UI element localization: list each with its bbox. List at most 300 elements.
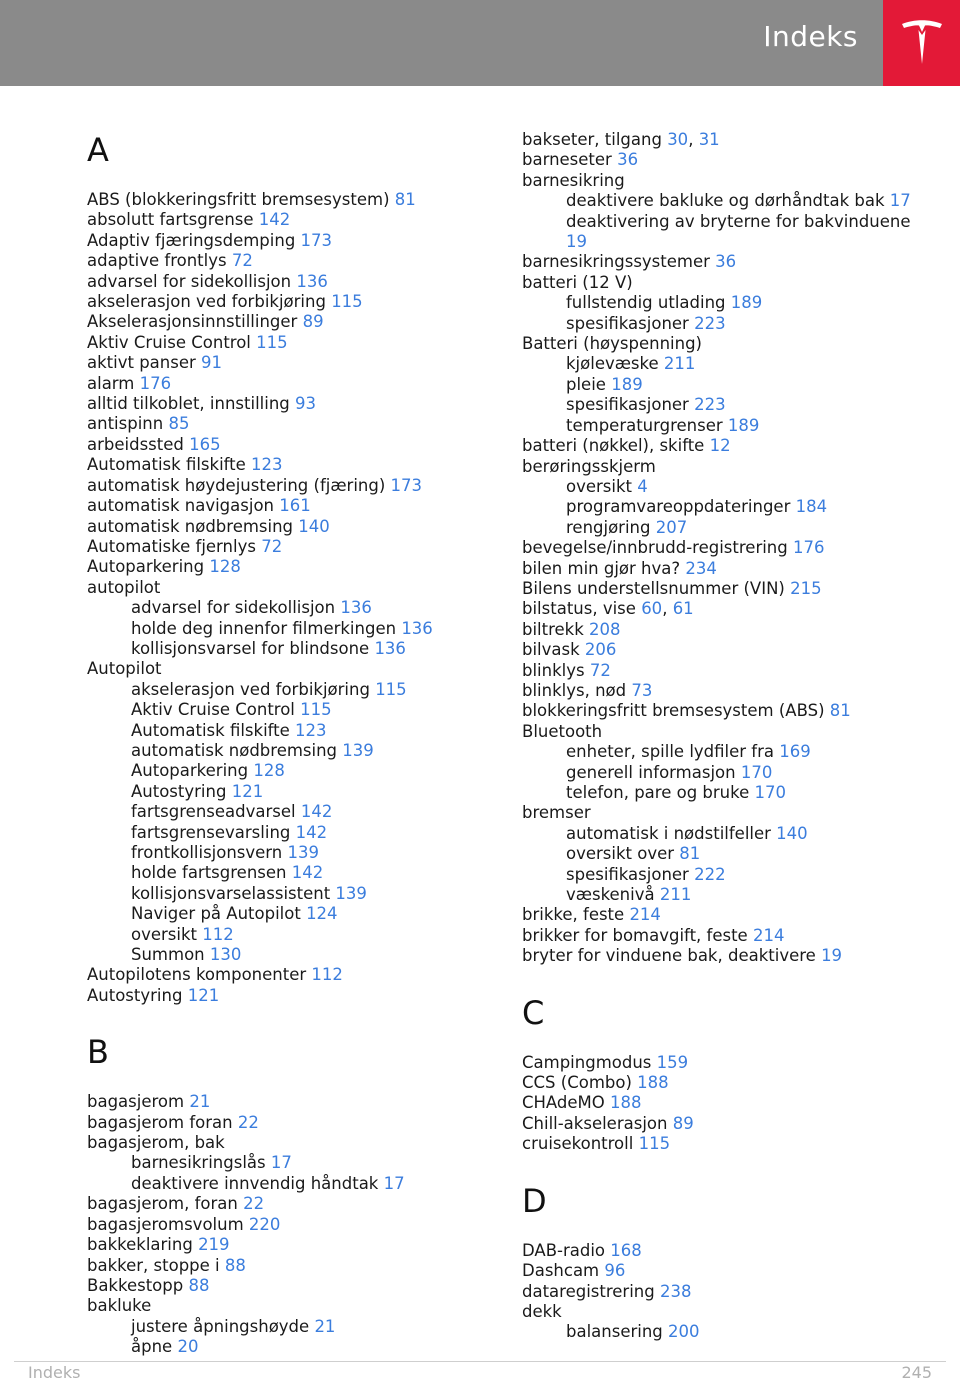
entry-term: absolutt fartsgrense: [87, 210, 254, 230]
page-link[interactable]: 173: [300, 230, 333, 250]
entry-term: rengjøring: [566, 517, 651, 537]
page-link[interactable]: 19: [821, 946, 843, 966]
entry-term: automatisk nødbremsing: [87, 516, 294, 536]
entry-term: akselerasjon ved forbikjøring: [131, 679, 370, 699]
page-link[interactable]: 96: [604, 1261, 626, 1281]
entry-term: oversikt: [131, 924, 197, 944]
index-subentry: [87, 904, 497, 924]
page-link[interactable]: 234: [685, 558, 717, 578]
entry-term: bagasjerom: [87, 1092, 185, 1112]
index-entry: [522, 1114, 932, 1134]
entry-term: kollisjonsvarsel for blindsone: [131, 638, 370, 658]
page-link[interactable]: 206: [584, 640, 617, 660]
index-entry: [87, 1296, 497, 1316]
entry-term: advarsel for sidekollisjon: [131, 598, 336, 618]
entry-term: fartsgrensevarsling: [131, 822, 291, 842]
index-entry: [522, 171, 932, 191]
index-entry: [87, 353, 497, 373]
index-entry: [87, 496, 497, 516]
entry-term: antispinn: [87, 414, 164, 434]
entry-term: barnesikringslås: [131, 1153, 266, 1173]
index-entry: [87, 251, 497, 271]
page-link[interactable]: 21: [189, 1092, 211, 1112]
entry-term: blinklys: [522, 660, 585, 680]
entry-term: væskenivå: [566, 885, 655, 905]
index-entry: [522, 1134, 932, 1154]
page-link[interactable]: 36: [617, 150, 639, 170]
page-link[interactable]: 168: [610, 1240, 642, 1260]
page-link[interactable]: 170: [740, 762, 773, 782]
page-link[interactable]: 17: [270, 1153, 292, 1173]
entry-term: Aktiv Cruise Control: [131, 700, 295, 720]
entry-term: deaktivere bakluke og dørhåndtak bak: [566, 191, 885, 211]
index-entry: [87, 1276, 497, 1296]
index-entry: [87, 1194, 497, 1214]
index-subentry: [87, 700, 497, 720]
index-entry: [522, 252, 932, 272]
page-link[interactable]: 19: [566, 232, 587, 252]
page-link[interactable]: 139: [335, 883, 367, 903]
index-entry: [87, 1092, 497, 1112]
index-subentry: [87, 1153, 497, 1173]
entry-term: bakker, stoppe i: [87, 1255, 220, 1275]
page-link[interactable]: 115: [256, 332, 288, 352]
entry-term: Autopilotens komponenter: [87, 965, 307, 985]
index-subentry: [522, 191, 932, 211]
footer-divider: [14, 1361, 946, 1362]
entry-term: CHAdeMO: [522, 1093, 605, 1113]
page-link[interactable]: 219: [198, 1235, 230, 1255]
page-link[interactable]: 85: [168, 414, 190, 434]
entry-term: bremser: [522, 803, 591, 823]
index-entry: [522, 579, 932, 599]
index-subentry: [522, 497, 932, 517]
index-subentry: [87, 598, 497, 618]
page-link[interactable]: 200: [668, 1322, 700, 1342]
page-link[interactable]: 214: [752, 925, 785, 945]
entry-term: batteri (12 V): [522, 272, 633, 292]
page-link[interactable]: 161: [279, 496, 311, 516]
entry-term: Naviger på Autopilot: [131, 904, 301, 924]
entry-term: blokkeringsfritt bremsesystem (ABS): [522, 701, 825, 721]
entry-term: automatisk navigasjon: [87, 496, 275, 516]
entry-term: oversikt: [566, 476, 632, 496]
index-entry: [87, 1215, 497, 1235]
index-subentry: [87, 884, 497, 904]
index-subentry: [522, 783, 932, 803]
index-subentry: [522, 416, 932, 436]
entry-term: brikker for bomavgift, feste: [522, 925, 748, 945]
page-link[interactable]: 115: [300, 700, 332, 720]
entry-term: bilstatus, vise: [522, 599, 636, 619]
index-subentry: [522, 1322, 932, 1342]
index-entry: [87, 659, 497, 679]
page-link[interactable]: 140: [776, 823, 808, 843]
entry-term: advarsel for sidekollisjon: [87, 271, 292, 291]
entry-term: biltrekk: [522, 619, 584, 639]
index-entry: [87, 333, 497, 353]
index-entry: [522, 1053, 932, 1073]
entry-term: akselerasjon ved forbikjøring: [87, 292, 326, 312]
page-link[interactable]: 17: [889, 191, 911, 211]
index-subentry: [522, 395, 932, 415]
page-link[interactable]: 215: [790, 578, 822, 598]
index-entry: bilstatus, vise 60, 61: [522, 599, 694, 619]
entry-term: holde fartsgrensen: [131, 863, 287, 883]
index-entry: [87, 210, 497, 230]
index-subentry: [87, 1174, 497, 1194]
entry-term: batteri (nøkkel), skifte: [522, 436, 705, 456]
entry-term: Automatisk filskifte: [87, 455, 246, 475]
index-subentry: [522, 742, 932, 762]
page-link[interactable]: 115: [375, 679, 407, 699]
index-subentry: [87, 680, 497, 700]
index-subentry: [522, 354, 932, 374]
entry-term: Autopilot: [87, 659, 162, 679]
entry-term: telefon, pare og bruke: [566, 783, 750, 802]
index-entry: [87, 190, 497, 210]
page-link[interactable]: 21: [314, 1316, 336, 1336]
entry-term: Bakkestopp: [87, 1275, 184, 1295]
index-entry: [87, 578, 497, 598]
page-header: [0, 0, 960, 86]
entry-term: Bluetooth: [522, 721, 603, 741]
page-link[interactable]: 188: [637, 1073, 669, 1093]
page-link[interactable]: 189: [730, 293, 763, 313]
index-entry: [87, 557, 497, 577]
index-entry: [87, 1235, 497, 1255]
page-link[interactable]: 89: [302, 312, 324, 332]
index-subentry: [522, 824, 932, 844]
entry-term: bevegelse/innbrudd-registrering: [522, 538, 788, 558]
entry-term: Autostyring: [131, 781, 227, 801]
entry-term: berøringsskjerm: [522, 456, 656, 476]
index-subentry: [87, 1337, 497, 1357]
index-entry: [522, 620, 932, 640]
index-entry: [522, 926, 932, 946]
page-link[interactable]: 208: [589, 619, 621, 639]
page-link[interactable]: 211: [659, 885, 692, 905]
index-entry: [522, 559, 932, 579]
index-subentry: [87, 619, 497, 639]
page-link[interactable]: 142: [258, 210, 291, 230]
page-link[interactable]: 238: [659, 1281, 692, 1301]
index-subentry: [87, 639, 497, 659]
index-entry: [522, 803, 932, 823]
index-entry: [522, 946, 932, 966]
page-link[interactable]: 81: [679, 844, 701, 864]
entry-term: balansering: [566, 1322, 663, 1342]
index-column-left: [87, 130, 497, 1358]
index-entry: [522, 1073, 932, 1093]
index-entry: [522, 1282, 932, 1302]
entry-term: Adaptiv fjæringsdemping: [87, 230, 296, 250]
index-subentry: [522, 844, 932, 864]
index-entry: [522, 436, 932, 456]
index-entry: [522, 150, 932, 170]
index-entry: [87, 517, 497, 537]
page-link[interactable]: 223: [694, 313, 726, 333]
page-link[interactable]: 139: [342, 740, 374, 760]
page-link[interactable]: 159: [656, 1052, 689, 1072]
page-link[interactable]: 31: [698, 130, 720, 149]
page-link[interactable]: 121: [231, 781, 264, 801]
footer-label: Indeks: [28, 1363, 81, 1382]
entry-term: barnesikringssystemer: [522, 252, 710, 272]
page-link[interactable]: 93: [295, 394, 317, 414]
index-entry: [522, 334, 932, 354]
page-link[interactable]: 136: [401, 618, 433, 638]
page-link[interactable]: 22: [243, 1194, 265, 1214]
entry-term: automatisk i nødstilfeller: [566, 823, 771, 843]
entry-term: bakkeklaring: [87, 1235, 193, 1255]
index-entry: [522, 1241, 932, 1261]
index-entry: [87, 455, 497, 475]
page-link[interactable]: 220: [248, 1214, 281, 1234]
entry-term: oversikt over: [566, 844, 675, 864]
page-link[interactable]: 128: [209, 557, 241, 577]
entry-term: adaptive frontlys: [87, 251, 227, 271]
entry-term: DAB-radio: [522, 1240, 606, 1260]
entry-term: cruisekontroll: [522, 1134, 634, 1154]
page-link[interactable]: 112: [202, 924, 234, 944]
entry-term: brikke, feste: [522, 905, 625, 925]
index-entry: [522, 1093, 932, 1113]
index-subentry: [522, 763, 932, 783]
index-subentry: [522, 212, 932, 253]
index-subentry: [87, 925, 497, 945]
page-link[interactable]: 165: [189, 434, 221, 454]
index-entry: [87, 435, 497, 455]
page-link[interactable]: 123: [251, 455, 283, 475]
entry-term: bilvask: [522, 640, 580, 660]
entry-term: pleie: [566, 374, 606, 394]
entry-term: enheter, spille lydfiler fra: [566, 742, 775, 762]
page-link[interactable]: 136: [374, 638, 406, 658]
page-link[interactable]: 222: [694, 864, 726, 884]
entry-term: Bilens understellsnummer (VIN): [522, 578, 785, 598]
page-title: Indeks: [763, 20, 858, 53]
index-subentry: [522, 477, 932, 497]
page-link[interactable]: 112: [311, 965, 343, 985]
entry-term: bryter for vinduene bak, deaktivere: [522, 946, 816, 966]
index-subentry: [522, 518, 932, 538]
entry-term: barneseter: [522, 150, 612, 170]
page-link[interactable]: 128: [253, 761, 285, 781]
entry-term: Summon: [131, 945, 205, 965]
page-link[interactable]: 142: [300, 802, 333, 822]
index-entry: [87, 292, 497, 312]
page-link[interactable]: 12: [709, 436, 731, 456]
index-entry: [522, 273, 932, 293]
index-subentry: [87, 843, 497, 863]
page-link[interactable]: 20: [177, 1337, 199, 1357]
index-subentry: [522, 375, 932, 395]
entry-term: frontkollisjonsvern: [131, 843, 283, 862]
page-link[interactable]: 176: [139, 373, 172, 393]
index-subentry: [522, 865, 932, 885]
index-entry: [522, 681, 932, 701]
tesla-logo-icon: [900, 18, 944, 68]
entry-term: temperaturgrenser: [566, 415, 723, 435]
entry-term: kjølevæske: [566, 354, 659, 374]
entry-term: Chill-akselerasjon: [522, 1113, 668, 1133]
page-link[interactable]: 214: [629, 905, 661, 925]
entry-term: spesifikasjoner: [566, 864, 689, 884]
entry-term: barnesikring: [522, 170, 625, 190]
index-entry: [87, 374, 497, 394]
page-link[interactable]: 184: [795, 497, 828, 517]
page-link[interactable]: 130: [209, 945, 242, 965]
index-column-right: [522, 130, 932, 1343]
index-entry: [87, 272, 497, 292]
page-link[interactable]: 81: [829, 701, 851, 721]
entry-term: automatisk høydejustering (fjæring): [87, 475, 386, 495]
page-link[interactable]: 189: [611, 374, 643, 394]
index-entry: [522, 457, 932, 477]
page-link[interactable]: 207: [655, 517, 688, 537]
index-subentry: [87, 782, 497, 802]
page-link[interactable]: 211: [663, 354, 696, 374]
footer-page-number: 245: [901, 1363, 932, 1382]
entry-term: aktivt panser: [87, 353, 196, 373]
index-entry: [522, 661, 932, 681]
page-link[interactable]: 142: [295, 822, 328, 842]
entry-term: Automatiske fjernlys: [87, 536, 256, 556]
entry-term: holde deg innenfor filmerkingen: [131, 618, 397, 638]
page-link[interactable]: 72: [261, 536, 283, 556]
entry-term: Akselerasjonsinnstillinger: [87, 312, 298, 332]
page-link[interactable]: 140: [298, 516, 330, 536]
entry-term: CCS (Combo): [522, 1073, 632, 1093]
page-link[interactable]: 176: [793, 538, 825, 558]
page-link[interactable]: 136: [340, 598, 372, 618]
page-link[interactable]: 189: [727, 415, 760, 435]
entry-term: bakluke: [87, 1296, 152, 1316]
section-letter: C: [522, 993, 545, 1032]
entry-term: deaktivering av bryterne for bakvinduene: [566, 211, 911, 231]
index-entry: [522, 1261, 932, 1281]
entry-term: Dashcam: [522, 1261, 600, 1281]
page-link[interactable]: 61: [672, 599, 694, 619]
entry-term: Autoparkering: [131, 761, 249, 781]
index-subentry: [87, 741, 497, 761]
index-entry: [87, 965, 497, 985]
index-entry: [522, 905, 932, 925]
entry-term: bagasjerom foran: [87, 1112, 233, 1132]
page-link[interactable]: 88: [188, 1275, 210, 1295]
index-entry: [87, 1133, 497, 1153]
page-link[interactable]: 188: [610, 1093, 642, 1113]
entry-term: spesifikasjoner: [566, 395, 689, 415]
index-entry: [87, 231, 497, 251]
entry-term: Autoparkering: [87, 557, 205, 577]
entry-term: spesifikasjoner: [566, 313, 689, 333]
entry-term: Batteri (høyspenning): [522, 334, 702, 354]
section-letter: B: [87, 1033, 109, 1072]
index-entry: [87, 394, 497, 414]
entry-term: alarm: [87, 373, 135, 393]
page-link[interactable]: 4: [637, 476, 648, 496]
index-entry: [87, 1113, 497, 1133]
entry-term: autopilot: [87, 577, 161, 597]
index-entry: [87, 1256, 497, 1276]
index-subentry: [87, 863, 497, 883]
index-entry: [522, 538, 932, 558]
page-link[interactable]: 139: [287, 843, 320, 862]
page-link[interactable]: 36: [715, 252, 737, 272]
page-link[interactable]: 88: [224, 1255, 246, 1275]
page-link[interactable]: 30: [667, 130, 689, 149]
page-link[interactable]: 115: [331, 292, 363, 312]
page-link[interactable]: 121: [187, 985, 220, 1005]
entry-term: bagasjeromsvolum: [87, 1214, 244, 1234]
entry-term: automatisk nødbremsing: [131, 740, 338, 760]
entry-term: bagasjerom, foran: [87, 1194, 238, 1214]
entry-term: justere åpningshøyde: [131, 1316, 310, 1336]
page-link[interactable]: 22: [237, 1112, 259, 1132]
entry-term: Aktiv Cruise Control: [87, 332, 251, 352]
index-entry: [87, 476, 497, 496]
page-link[interactable]: 173: [390, 475, 423, 495]
entry-term: dataregistrering: [522, 1281, 655, 1301]
entry-term: bagasjerom, bak: [87, 1133, 225, 1153]
index-subentry: [87, 945, 497, 965]
entry-term: fartsgrenseadvarsel: [131, 802, 296, 822]
entry-term: Campingmodus: [522, 1052, 652, 1072]
page-link[interactable]: 142: [291, 863, 324, 883]
entry-term: bakseter, tilgang: [522, 130, 662, 149]
index-entry: [87, 537, 497, 557]
entry-term: programvareoppdateringer: [566, 497, 791, 517]
index-subentry: [87, 761, 497, 781]
entry-term: blinklys, nød: [522, 680, 627, 700]
page-link[interactable]: 72: [231, 251, 253, 271]
entry-term: Autostyring: [87, 985, 183, 1005]
entry-term: generell informasjon: [566, 762, 736, 782]
page-link[interactable]: 124: [306, 904, 338, 924]
page-link[interactable]: 89: [672, 1113, 694, 1133]
entry-term: bilen min gjør hva?: [522, 558, 681, 578]
index-entry: [522, 1302, 932, 1322]
page-link[interactable]: 169: [779, 742, 811, 762]
page-link[interactable]: 60: [641, 599, 663, 619]
entry-term: kollisjonsvarselassistent: [131, 883, 331, 903]
page-link[interactable]: 73: [631, 680, 653, 700]
page-link[interactable]: 115: [638, 1134, 671, 1154]
entry-term: fullstendig utlading: [566, 293, 726, 313]
brand-logo: [883, 0, 960, 86]
page-link[interactable]: 72: [589, 660, 611, 680]
entry-term: alltid tilkoblet, innstilling: [87, 394, 290, 414]
page-link[interactable]: 223: [694, 395, 726, 415]
index-entry: [522, 640, 932, 660]
index-subentry: [87, 823, 497, 843]
page-link[interactable]: 91: [201, 353, 223, 373]
section-letter: A: [87, 131, 109, 169]
index-entry: [522, 701, 932, 721]
page-link[interactable]: 17: [383, 1173, 405, 1193]
page-link[interactable]: 136: [296, 271, 328, 291]
index-subentry: [522, 293, 932, 313]
entry-term: deaktivere innvendig håndtak: [131, 1173, 379, 1193]
page-link[interactable]: 170: [754, 783, 787, 802]
entry-term: dekk: [522, 1301, 562, 1321]
index-subentry: [522, 314, 932, 334]
entry-term: arbeidssted: [87, 434, 184, 454]
page-link[interactable]: 81: [394, 190, 416, 209]
page-link[interactable]: 123: [295, 720, 327, 740]
